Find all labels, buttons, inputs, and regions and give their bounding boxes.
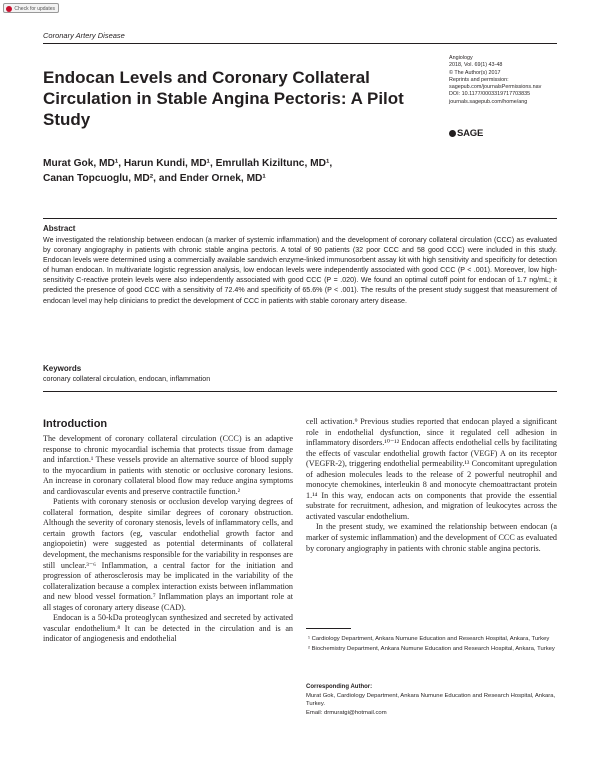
doi[interactable]: DOI: 10.1177/0003319717703835 [449, 91, 531, 98]
article-title: Endocan Levels and Coronary Collateral Circulation in Stable Angina Pectoris: A Pilot Study [43, 68, 404, 129]
check-for-updates-label: Check for updates [14, 6, 55, 12]
paragraph: Patients with coronary stenosis or occlusion develop varying degrees of collateral formation, despite similar degrees of coronary obstruction. Although the severity of coronary stenosis, levels of inflammatory cells, and certain growth factors (eg, vascular endothelial growth factor and angiopoietin) were suggested as potential determinants of collateral development, the mechanisms responsible for the variability in responses are still unclear.³⁻⁶ Inflammation, a central factor for the initiation and progression of atherosclerosis may be implicated in the variability of the collateralization because a complex interaction exists between inflammation and new blood vessel formation.⁷ Inflammation plays an important role at all stages of coronary artery disease (CAD). [43, 497, 293, 612]
abstract-heading: Abstract [43, 224, 76, 233]
sage-logo-icon [449, 130, 456, 137]
copyright: © The Author(s) 2017 [449, 69, 501, 76]
paragraph: The development of coronary collateral circulation (CCC) is an adaptive response to chronic myocardial ischemia that protects tissue from damage and infarction.¹ These vessels provide an alternative source of blood supply to the myocardium in patients with stenotic or occlusive coronary lesions. An increase in coronary collateral blood flow may reduce angina symptoms and cardiovascular events and preserve contractile function.² [43, 434, 293, 496]
check-for-updates-badge[interactable] [3, 3, 59, 13]
paragraph: cell activation.⁹ Previous studies reported that endocan played a significant role in endothelial dysfunction, since it regulated cell adhesion in inflammatory disorders.¹⁰⁻¹² Endocan affects endothelial cells by facilitating the effects of vascular endothelial growth factor (VEGF) A on its receptor (VEGFR-2), triggering endothelial permeability.¹³ Concomitant upregulation of adhesion molecules leads to the release of 2 powerful neutrophil and monocyte chemokines, interleukin 8 and monocyte chemoattractant protein 1.¹⁴ In this way, endocan acts on components that provide the essential substrate for recruitment, adhesion, and migration of leukocytes across the activated vascular endothelium. [306, 417, 557, 521]
footnote-rule [306, 628, 351, 629]
keywords-heading: Keywords [43, 364, 82, 373]
publisher-name: SAGE [457, 128, 484, 139]
abstract-bottom-rule [43, 391, 557, 392]
authors-line-2: Canan Topcuoglu, MD², and Ender Ornek, MD¹ [43, 173, 266, 184]
section-label: Coronary Artery Disease [43, 31, 125, 40]
journal-volume: 2018, Vol. 69(1) 43-48 [449, 62, 503, 69]
journal-name: Angiology [449, 55, 473, 61]
affiliations [306, 635, 557, 656]
introduction-heading: Introduction [43, 418, 108, 430]
sage-logo [449, 128, 483, 139]
header-rule [43, 43, 557, 44]
journal-url[interactable]: journals.sagepub.com/home/ang [449, 98, 528, 105]
crossmark-icon [6, 6, 12, 12]
corresponding-author-name: Murat Gok, Cardiology Department, Ankara Numune Education and Research Hospital, Ankara, Turkey. [306, 693, 556, 708]
body-column-right [306, 417, 557, 554]
journal-meta [449, 55, 559, 106]
reprints-label: Reprints and permission: [449, 76, 509, 83]
body-column-left [43, 434, 293, 645]
keywords-text: coronary collateral circulation, endocan, inflammation [43, 375, 211, 383]
paragraph: In the present study, we examined the relationship between endocan (a marker of systemic inflammation) and the development of CCC as evaluated by coronary angiography in patients with chronic stable angina pectoris. [306, 522, 557, 553]
authors-line-1: Murat Gok, MD¹, Harun Kundi, MD¹, Emrullah Kiziltunc, MD¹, [43, 158, 333, 169]
affiliation-2: ² Biochemistry Department, Ankara Numune Education and Research Hospital, Ankara, Turkey [308, 646, 555, 653]
author-list [43, 156, 483, 186]
corresponding-author-email[interactable]: Email: drmuratgi@hotmail.com [306, 709, 387, 716]
abstract-text: We investigated the relationship between endocan (a marker of systemic inflammation) and the development of coronary collateral circulation (CCC) as evaluated by coronary angiography in patients with chronic stable angina pectoris. A total of 90 patients (32 poor CCC and 58 good CCC) were included in this study. Endocan levels were determined using a commercially available sandwich enzyme-linked immunosorbent assay kit with high sensitivity and specificity for detection of human endocan. In multivariate logistic regression analysis, low endocan levels were independently associated with good CCC (P < .001). Moreover, low high-sensitivity C-reactive protein levels were also independently associated with good CCC (P = .020). We found an optimal cutoff point for endocan of 1.7 ng/mL; it predicted the presence of good CCC with a sensitivity of 72.4% and specificity of 65.6% (P < .001). The results of the present study suggest that measurement of endocan level may help clinicians to predict the development of CCC in patients with stable coronary artery disease. [43, 236, 557, 305]
paragraph: Endocan is a 50-kDa proteoglycan synthesized and secreted by activated vascular endothelium.⁸ It can be detected in the circulation and is an indicator of angiogenesis and endothelial [43, 613, 293, 644]
corresponding-author [306, 692, 557, 717]
corresponding-author-heading: Corresponding Author: [306, 684, 373, 690]
abstract-top-rule [43, 218, 557, 219]
reprints-link[interactable]: sagepub.com/journalsPermissions.nav [449, 84, 542, 91]
affiliation-1: ¹ Cardiology Department, Ankara Numune Education and Research Hospital, Ankara, Turkey [308, 636, 550, 642]
